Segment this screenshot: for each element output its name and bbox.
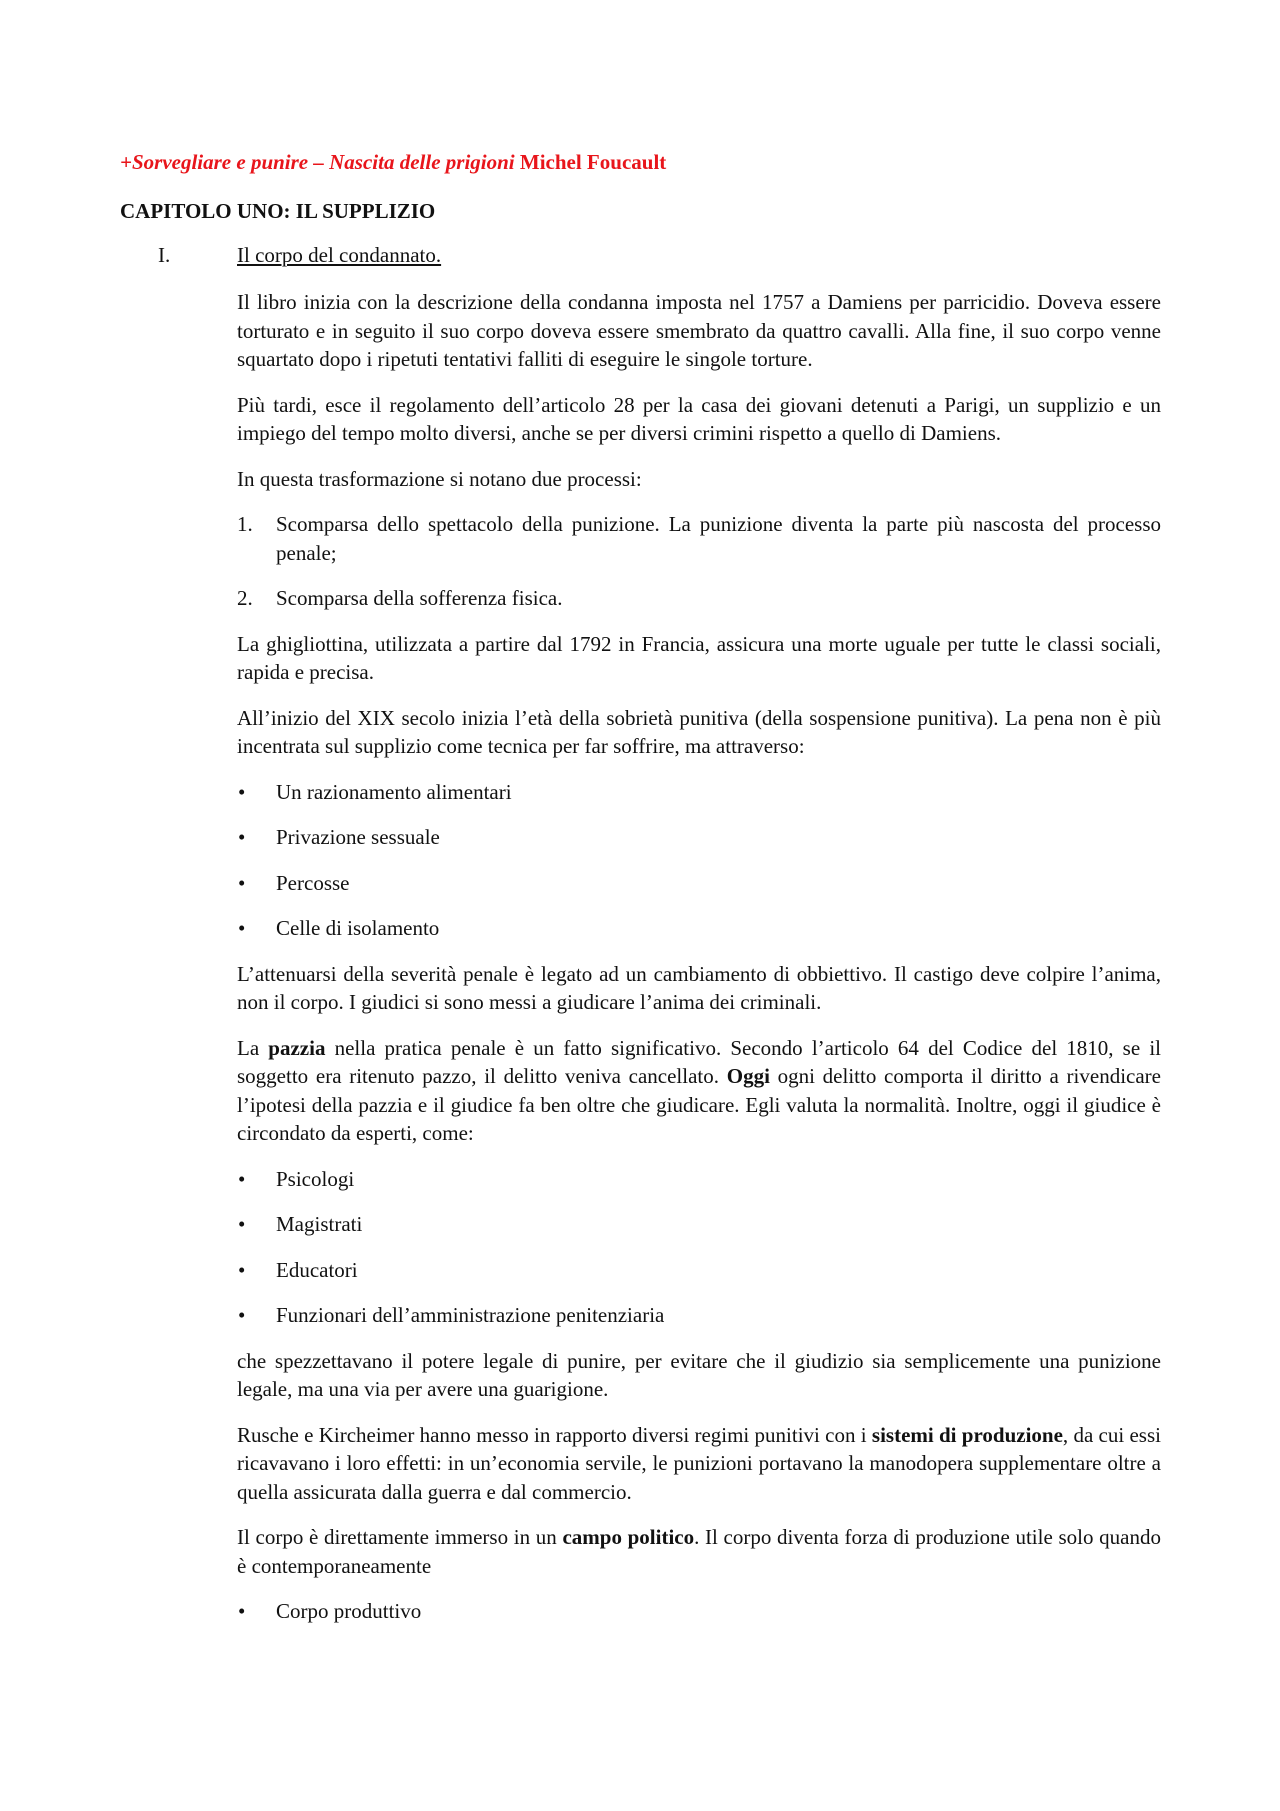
paragraph-7	[237, 1034, 1161, 1148]
list-number: 1.	[237, 512, 253, 536]
list-item	[237, 510, 1161, 567]
list-item-text: Scomparsa della sofferenza fisica.	[276, 586, 563, 610]
paragraph-2: Più tardi, esce il regolamento dell’articolo 28 per la casa dei giovani detenuti a Parigi, un supplizio e un impiego del tempo molto diversi, anche se per diversi crimini rispetto a quello di Damiens.	[237, 392, 1161, 445]
text-run: ogni delitto comporta il diritto a rivendicare l’ipotesi della pazzia e il giudice fa ben oltre che giudicare. Egli valuta la normalità. Inoltre, oggi il giudice è circondato da esperti, come:	[237, 1064, 1161, 1145]
bold-term-sistemi: sistemi di produzione	[871, 1422, 1063, 1447]
text-run: Il corpo è direttamente immerso in un	[237, 1525, 563, 1549]
chapter-heading: CAPITOLO UNO: IL SUPPLIZIO	[120, 199, 436, 223]
section-number: I.	[158, 243, 171, 267]
document-title	[120, 150, 666, 175]
text-run: nella pratica penale è un fatto significativo. Secondo l’articolo 64 del Codice del 1810, se il soggetto era ritenuto pazzo, il delitto veniva cancellato.	[237, 1035, 1161, 1088]
bullet-icon: •	[238, 825, 246, 849]
text-run: , da cui essi ricavavano i loro effetti: in un’economia servile, le punizioni portavano la manodopera supplementare oltre a quella assicurata dalla guerra e dal commercio.	[237, 1422, 1161, 1504]
list-item	[237, 914, 1161, 943]
paragraph-1: Il libro inizia con la descrizione della condanna imposta nel 1757 a Damiens per parricidio. Doveva essere torturato e in seguito il suo corpo doveva essere smembrato da quattro cavalli. Alla fine, il suo corpo venne squartato dopo i ripetuti tentativi falliti di eseguire le singole torture.	[237, 290, 1161, 371]
author-name: Michel Foucault	[514, 150, 667, 174]
punishment-list	[237, 778, 1161, 943]
text-run: La	[237, 1035, 269, 1060]
list-item	[237, 1301, 1161, 1330]
bullet-icon: •	[238, 1599, 246, 1623]
paragraph-5: All’inizio del XIX secolo inizia l’età della sobrietà punitiva (della sospensione punitiva). La pena non è più incentrata sul supplizio come tecnica per far soffrire, ma attraverso:	[237, 705, 1161, 758]
bullet-icon: •	[238, 779, 246, 804]
paragraph-3: In questa trasformazione si notano due processi:	[237, 466, 642, 491]
list-item-text: Magistrati	[276, 1212, 363, 1236]
bold-term-campo: campo politico	[562, 1525, 695, 1549]
list-item-text: Scomparsa dello spettacolo della punizione. La punizione diventa la parte più nascosta del processo penale;	[276, 512, 1161, 565]
list-item	[237, 1210, 1161, 1239]
paragraph-10	[237, 1523, 1161, 1580]
paragraph-4: La ghigliottina, utilizzata a partire dal 1792 in Francia, assicura una morte uguale per tutte le classi sociali, rapida e precisa.	[237, 631, 1161, 684]
paragraph-9	[237, 1421, 1161, 1507]
list-item	[237, 1165, 1161, 1194]
process-list	[237, 510, 1161, 613]
list-number: 2.	[237, 586, 253, 610]
list-item-text: Celle di isolamento	[276, 916, 440, 940]
list-item-text: Percosse	[276, 870, 350, 895]
text-run: . Il corpo diventa forza di produzione utile solo quando è contemporaneamente	[237, 1525, 1161, 1578]
bold-term-pazzia: pazzia	[268, 1035, 326, 1060]
list-item-text: Privazione sessuale	[276, 825, 440, 849]
list-item-text: Un razionamento alimentari	[276, 779, 512, 804]
bullet-icon: •	[238, 916, 246, 940]
list-item-text: Funzionari dell’amministrazione penitenziaria	[276, 1303, 665, 1327]
document-body	[237, 288, 1161, 1643]
paragraph-6: L’attenuarsi della severità penale è legato ad un cambiamento di obbiettivo. Il castigo deve colpire l’anima, non il corpo. I giudici si sono messi a giudicare l’anima dei criminali.	[237, 961, 1161, 1014]
experts-list	[237, 1165, 1161, 1330]
bullet-icon: •	[238, 1257, 246, 1282]
list-item-text: Educatori	[276, 1257, 358, 1282]
text-run: Rusche e Kircheimer hanno messo in rapporto diversi regimi punitivi con i	[237, 1422, 872, 1447]
list-item-text: Psicologi	[276, 1166, 355, 1191]
bullet-icon: •	[238, 1166, 246, 1191]
list-item	[237, 584, 1161, 613]
body-list	[237, 1597, 1161, 1626]
list-item	[237, 869, 1161, 898]
list-item	[237, 823, 1161, 852]
book-title: +Sorvegliare e punire – Nascita delle prigioni	[120, 150, 515, 174]
section-title: Il corpo del condannato.	[237, 243, 442, 267]
bullet-icon: •	[238, 1303, 246, 1327]
list-item-text: Corpo produttivo	[276, 1599, 422, 1623]
bullet-icon: •	[238, 1212, 246, 1236]
bullet-icon: •	[238, 870, 246, 895]
list-item	[237, 1256, 1161, 1285]
paragraph-8: che spezzettavano il potere legale di punire, per evitare che il giudizio sia semplicemente una punizione legale, ma una via per avere una guarigione.	[237, 1348, 1161, 1401]
list-item	[237, 778, 1161, 807]
bold-term-oggi: Oggi	[726, 1064, 770, 1088]
list-item	[237, 1597, 1161, 1626]
